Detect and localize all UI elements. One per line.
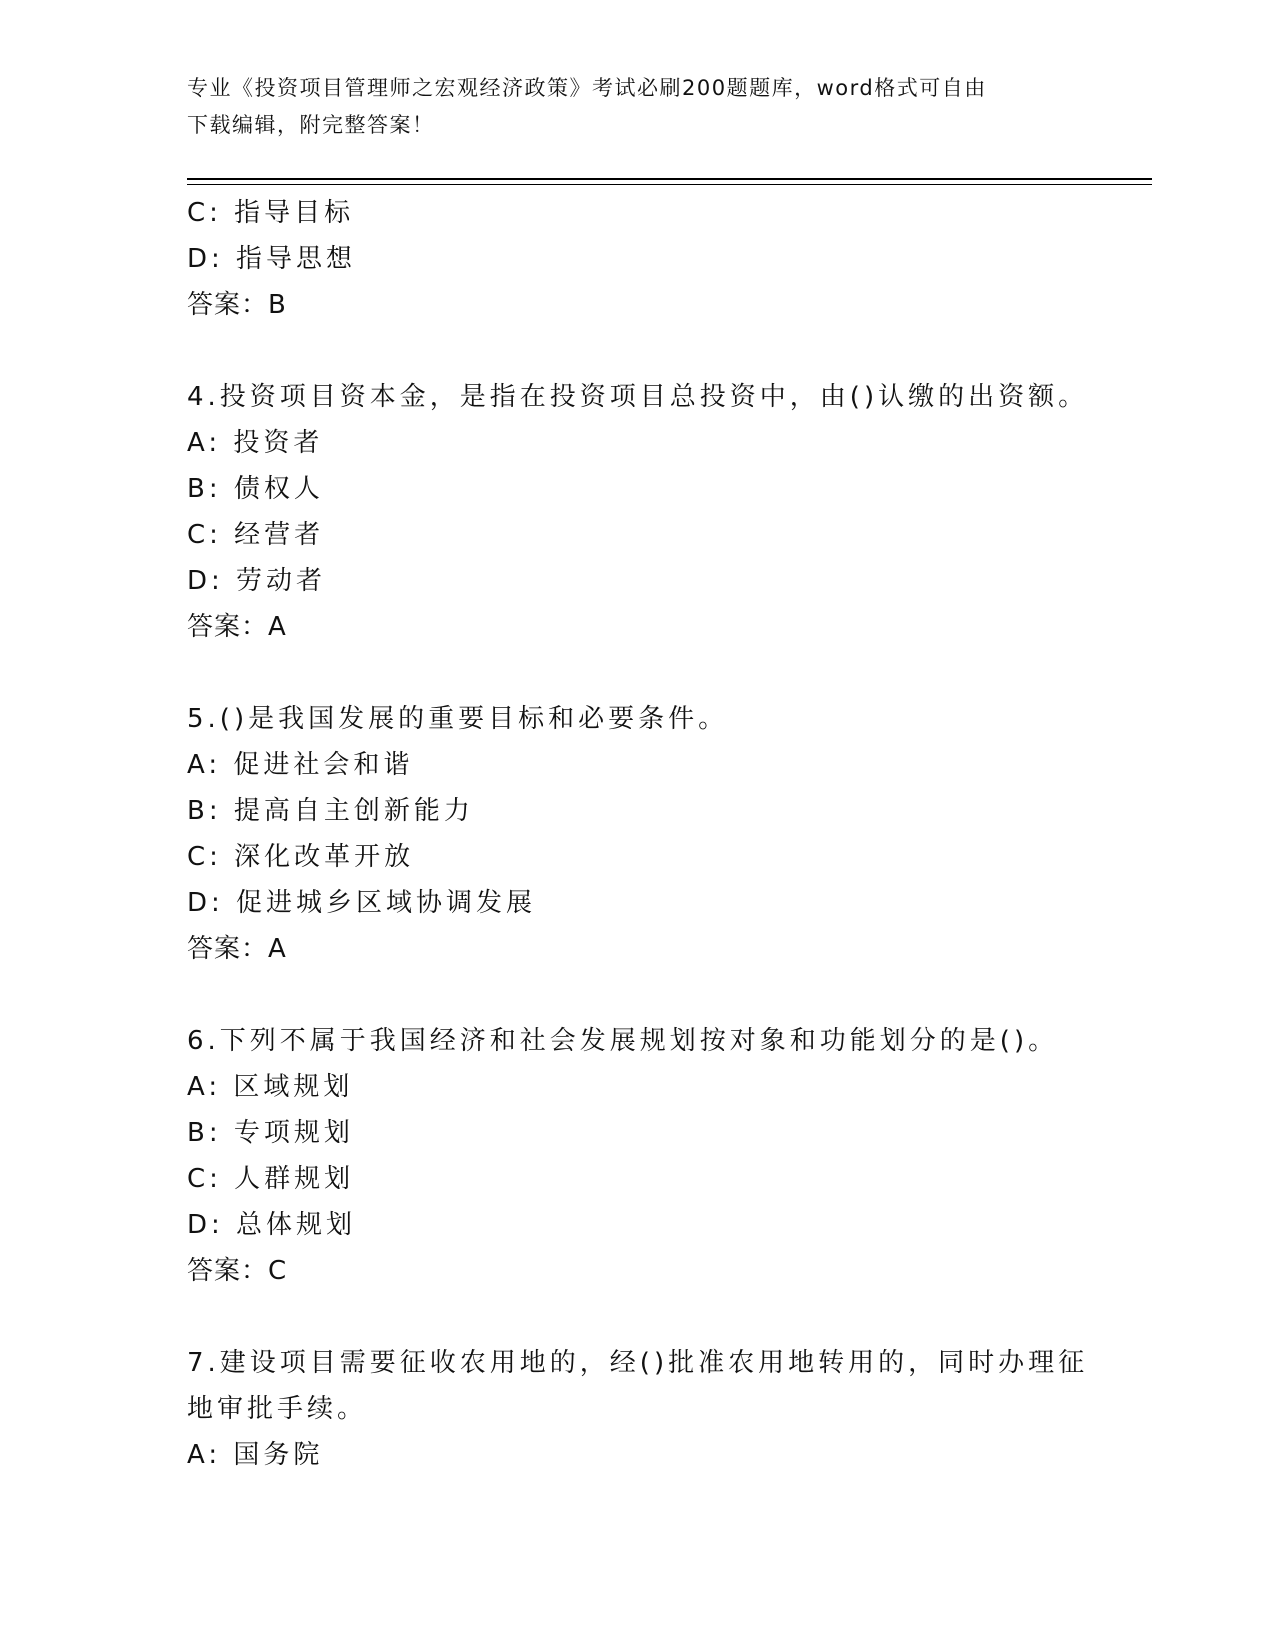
spacer — [187, 972, 1152, 1018]
option-c: C: 指导目标 — [187, 198, 355, 228]
spacer — [187, 328, 1152, 374]
question-6 — [187, 1018, 1152, 1294]
header-divider-thin — [187, 184, 1152, 185]
option-c: C: 深化改革开放 — [187, 842, 415, 872]
option-a: A: 区域规划 — [187, 1072, 354, 1102]
option-d: D: 促进城乡区域协调发展 — [187, 888, 537, 918]
question-7 — [187, 1340, 1152, 1478]
option-c: C: 经营者 — [187, 520, 325, 550]
question-stem: 6.下列不属于我国经济和社会发展规划按对象和功能划分的是()。 — [187, 1026, 1059, 1056]
option-c: C: 人群规划 — [187, 1164, 355, 1194]
question-list — [187, 190, 1152, 1478]
option-a: A: 促进社会和谐 — [187, 750, 414, 780]
answer-line: 答案：A — [187, 934, 287, 964]
question-stem: 5.()是我国发展的重要目标和必要条件。 — [187, 704, 729, 734]
spacer — [187, 1294, 1152, 1340]
option-d: D: 劳动者 — [187, 566, 327, 596]
option-b: B: 专项规划 — [187, 1118, 354, 1148]
question-3-partial — [187, 190, 1152, 328]
answer-line: 答案：B — [187, 290, 287, 320]
document-header — [187, 70, 1067, 144]
question-stem-line-1: 7.建设项目需要征收农用地的，经()批准农用地转用的，同时办理征 — [187, 1348, 1089, 1378]
question-stem: 4.投资项目资本金，是指在投资项目总投资中，由()认缴的出资额。 — [187, 382, 1089, 412]
header-divider-thick — [187, 178, 1152, 180]
question-4 — [187, 374, 1152, 650]
option-b: B: 债权人 — [187, 474, 324, 504]
header-line-1: 专业《投资项目管理师之宏观经济政策》考试必刷200题题库，word格式可自由 — [187, 76, 987, 100]
question-5 — [187, 696, 1152, 972]
option-a: A: 投资者 — [187, 428, 324, 458]
option-b: B: 提高自主创新能力 — [187, 796, 474, 826]
option-a: A: 国务院 — [187, 1440, 324, 1470]
question-stem-line-2: 地审批手续。 — [187, 1394, 368, 1424]
option-d: D: 指导思想 — [187, 244, 357, 274]
header-line-2: 下载编辑，附完整答案！ — [187, 113, 435, 137]
answer-line: 答案：C — [187, 1256, 288, 1286]
spacer — [187, 650, 1152, 696]
option-d: D: 总体规划 — [187, 1210, 357, 1240]
answer-line: 答案：A — [187, 612, 287, 642]
